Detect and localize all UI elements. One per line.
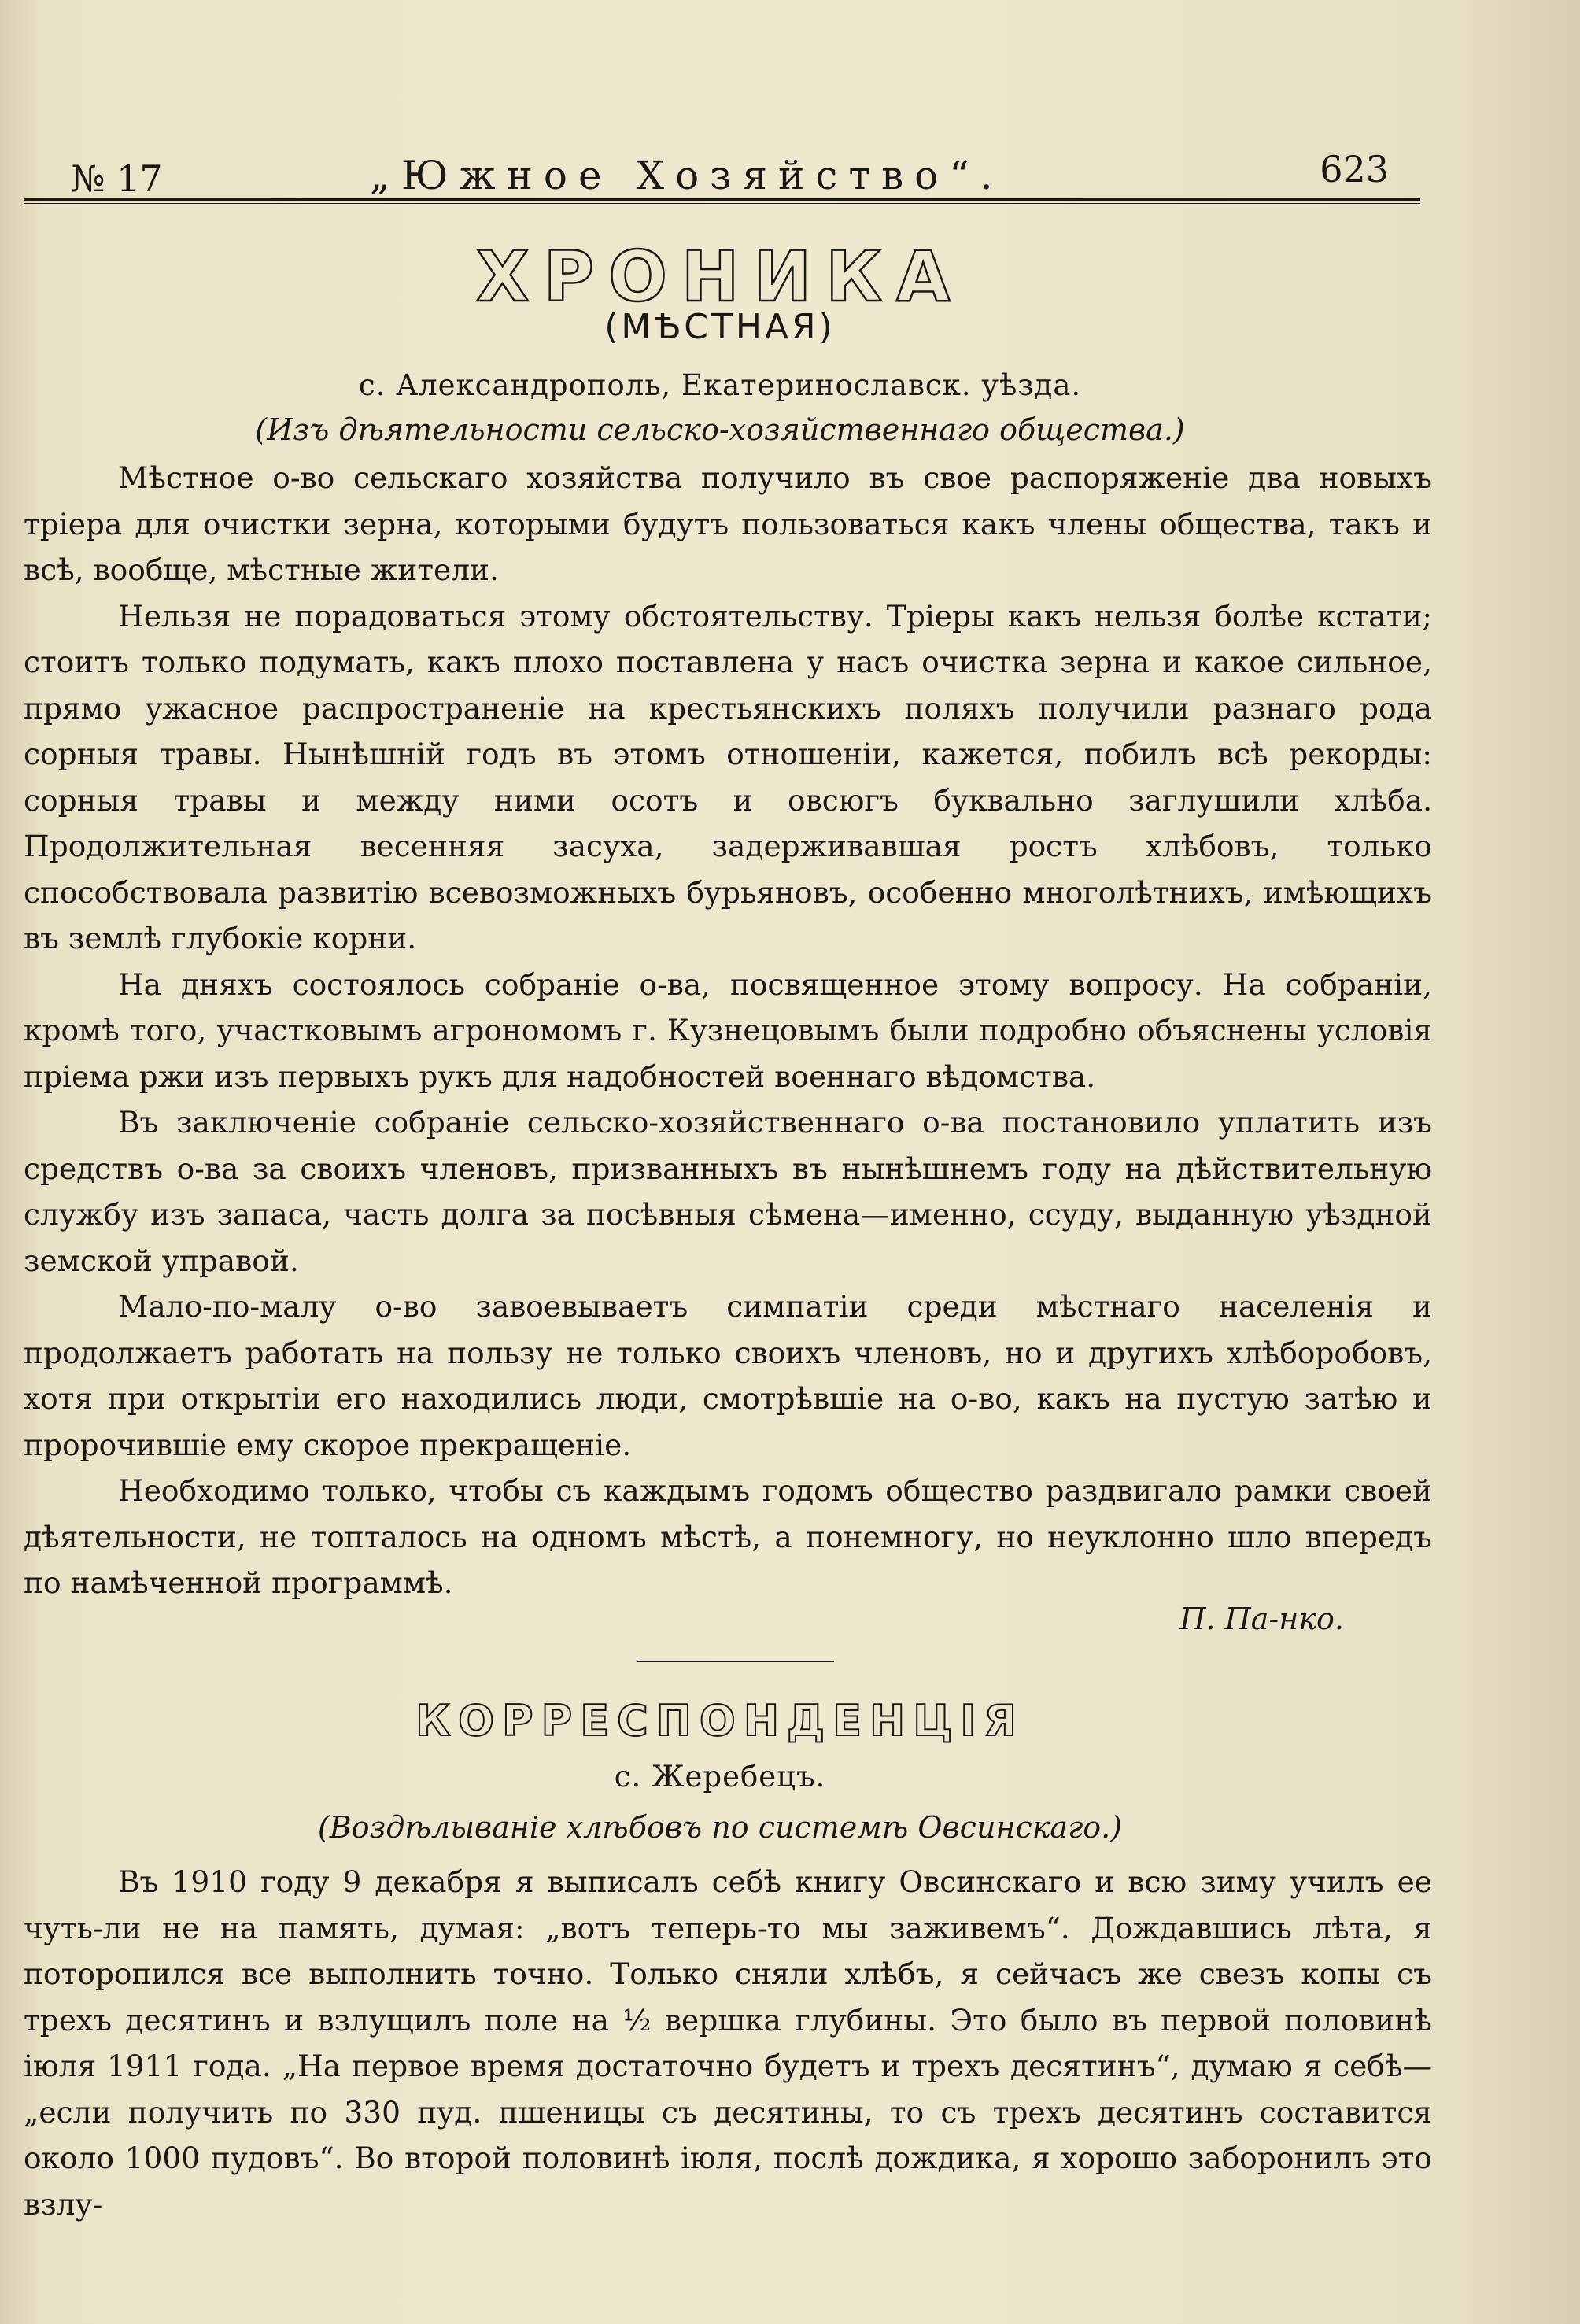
author-signature: П. Па-нко. (1179, 1602, 1344, 1636)
header-rule (24, 198, 1420, 201)
section-separator (637, 1661, 834, 1662)
correspondence-source: (Воздѣлываніе хлѣбовъ по системѣ Овсинскаго.) (317, 1810, 1123, 1845)
chronicle-subtitle: (МѢСТНАЯ) (604, 307, 836, 347)
paragraph: Мѣстное о-во сельскаго хозяйства получило въ свое распоряженіе два новыхъ тріера для очистки зерна, которыми будутъ пользоваться какъ члены общества, такъ и всѣ, вообще, мѣстные жители. (24, 460, 1432, 587)
header-rule-thin (24, 203, 1420, 204)
page-number: 623 (1320, 148, 1389, 190)
issue-number: № 17 (71, 157, 163, 200)
paragraph: Въ заключеніе собраніе сельско-хозяйственнаго о-ва постановило уплатить изъ средствъ о-ва за своихъ членовъ, призванныхъ въ нынѣшнемъ году на дѣйствительную службу изъ запаса, часть долга за посѣвныя сѣмена—именно, ссуду, выданную уѣздной земской управой. (24, 1105, 1432, 1278)
paragraph: Нельзя не порадоваться этому обстоятельству. Тріеры какъ нельзя болѣе кстати; стоитъ только подумать, какъ плохо поставлена у насъ очистка зерна и какое сильное, прямо ужасное распространеніе на крестьянскихъ поляхъ получили разнаго рода сорныя травы. Нынѣшній годъ въ этомъ отношеніи, кажется, побилъ всѣ рекорды: сорныя травы и между ними осотъ и овсюгъ буквально заглушили хлѣба. Продолжительная весенняя засуха, задерживавшая ростъ хлѣбовъ, только способствовала развитію всевозможныхъ бурьяновъ, особенно многолѣтнихъ, имѣющихъ въ землѣ глубокіе корни. (24, 598, 1432, 955)
chronicle-place: с. Александрополь, Екатеринославск. уѣзда. (358, 368, 1082, 402)
journal-title: „Южное Хозяйство“. (370, 153, 1004, 198)
correspondence-body (24, 1859, 1432, 2227)
paragraph: Необходимо только, чтобы съ каждымъ годомъ общество раздвигало рамки своей дѣятельности, не топталось на одномъ мѣстѣ, а понемногу, но неуклонно шло впередъ по намѣченной программѣ. (24, 1473, 1432, 1600)
chronicle-title: ХРОНИКА (475, 236, 965, 317)
correspondence-title: КОРРЕСПОНДЕНЦІЯ (415, 1696, 1024, 1746)
paragraph: Мало-по-малу о-во завоевываетъ симпатіи среди мѣстнаго населенія и продолжаетъ работать на пользу не только своихъ членовъ, но и другихъ хлѣборобовъ, хотя при открытіи его находились люди, смотрѣвшіе на о-во, какъ на пустую затѣю и пророчившіе ему скорое прекращеніе. (24, 1289, 1432, 1462)
chronicle-source: (Изъ дѣятельности сельско-хозяйственнаго общества.) (255, 412, 1185, 447)
paragraph: На дняхъ состоялось собраніе о-ва, посвященное этому вопросу. На собраніи, кромѣ того, участковымъ агрономомъ г. Кузнецовымъ были подробно объяснены условія пріема ржи изъ первыхъ рукъ для надобностей военнаго вѣдомства. (24, 966, 1432, 1094)
chronicle-body (24, 455, 1432, 1606)
paragraph: Въ 1910 году 9 декабря я выписалъ себѣ книгу Овсинскаго и всю зиму училъ ее чуть-ли не на память, думая: „вотъ теперь-то мы заживемъ“. Дождавшись лѣта, я поторопился все выполнить точно. Только сняли хлѣбъ, я сейчасъ же свезъ копы съ трехъ десятинъ и взлущилъ поле на ½ вершка глубины. Это было въ первой половинѣ іюля 1911 года. „На первое время достаточно будетъ и трехъ десятинъ“, думаю я себѣ—„если получить по 330 пуд. пшеницы съ десятины, то съ трехъ десятинъ составится около 1000 пудовъ“. Во второй половинѣ іюля, послѣ дождика, я хорошо заборонилъ это взлу- (24, 1864, 1432, 2222)
correspondence-place: с. Жеребецъ. (614, 1760, 826, 1794)
page-header (24, 142, 1420, 205)
